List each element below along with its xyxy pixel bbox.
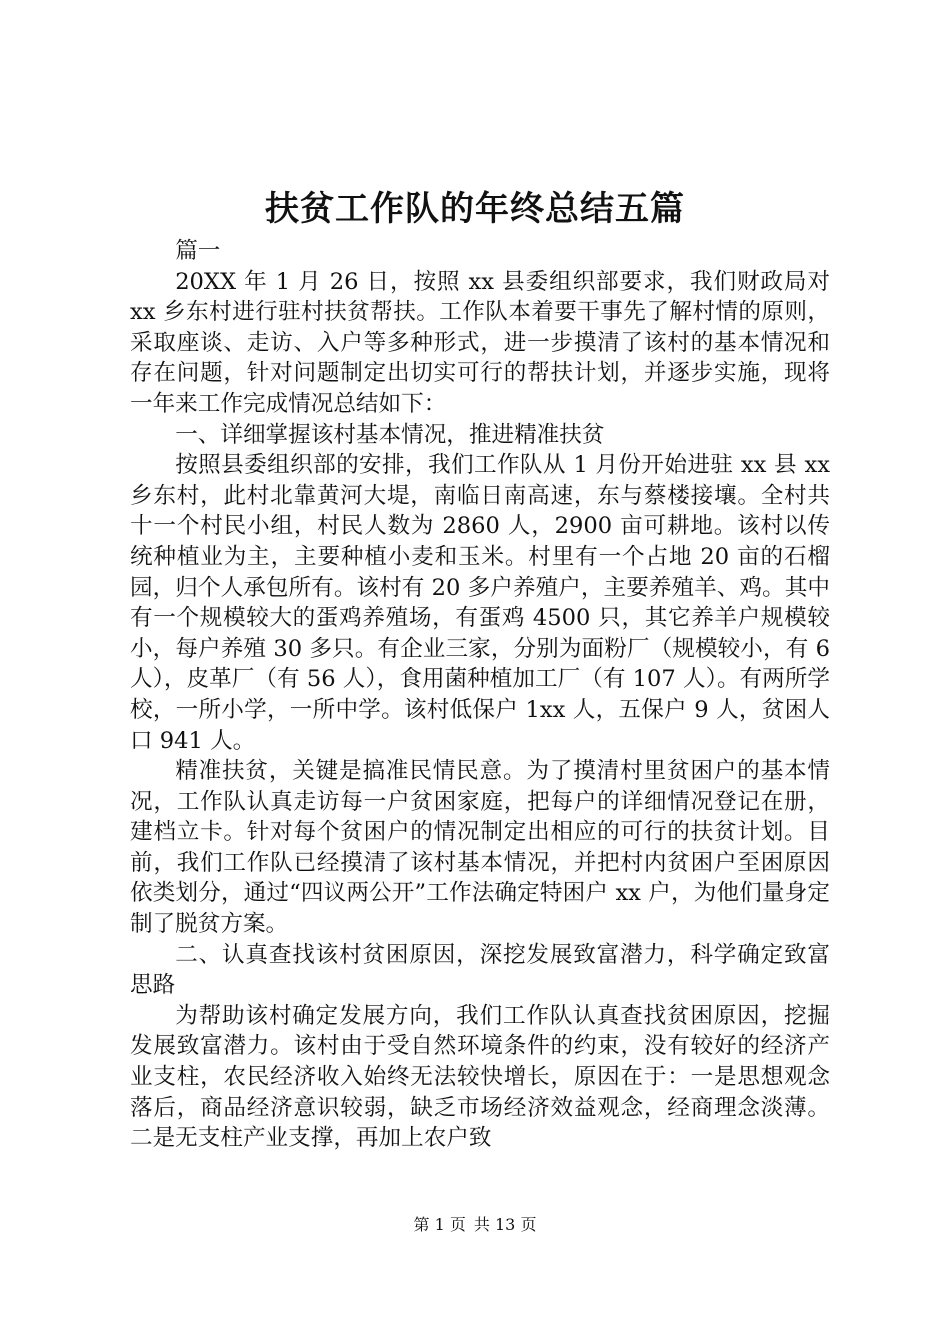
document-title: 扶贫工作队的年终总结五篇: [265, 189, 685, 229]
paragraph: 按照县委组织部的安排，我们工作队从 1 月份开始进驻 xx 县 xx 乡东村，此村北靠黄河大堤，南临日南高速，东与蔡楼接壤。全村共十一个村民小组，村民人数为 2860 人，2900 亩可耕地。该村以传统种植业为主，主要种植小麦和玉米。村里有一个占地 20 亩的石榴园，归个人承包所有。该村有 20 多户养殖户，主要养殖羊、鸡。其中有一个规模较大的蛋鸡养殖场，有蛋鸡 4500 只，其它养羊户规模较小，每户养殖 30 多只。有企业三家，分别为面粉厂（规模较小，有 6 人），皮革厂（有 56 人），食用菌种植加工厂（有 107 人）。有两所学校，一所小学，一所中学。该村低保户 1xx 人，五保户 9 人，贫困人口 941 人。: [130, 452, 830, 754]
page-total: 共 13 页: [473, 1215, 537, 1234]
page-number: 第 1 页: [413, 1215, 466, 1234]
paragraph: 20XX 年 1 月 26 日，按照 xx 县委组织部要求，我们财政局对 xx 乡东村进行驻村扶贫帮扶。工作队本着要干事先了解村情的原则，采取座谈、走访、入户等多种形式，进一步摸清了该村的基本情况和存在问题，针对问题制定出切实可行的帮扶计划，并逐步实施，现将一年来工作完成情况总结如下：: [130, 268, 830, 417]
page-footer: [0, 1213, 950, 1237]
section-label: 篇一: [175, 238, 221, 264]
section-heading: 二、认真查找该村贫困原因，深挖发展致富潜力，科学确定致富思路: [130, 941, 830, 999]
document-body: [130, 236, 830, 1154]
section-heading: 一、详细掌握该村基本情况，推进精准扶贫: [175, 421, 605, 448]
paragraph: 精准扶贫，关键是搞准民情民意。为了摸清村里贫困户的基本情况，工作队认真走访每一户贫困家庭，把每户的详细情况登记在册，建档立卡。针对每个贫困户的情况制定出相应的可行的扶贫计划。目前，我们工作队已经摸清了该村基本情况，并把村内贫困户至困原因依类划分，通过“四议两公开”工作法确定特困户 xx 户，为他们量身定制了脱贫方案。: [130, 758, 830, 938]
paragraph: 为帮助该村确定发展方向，我们工作队认真查找贫困原因，挖掘发展致富潜力。该村由于受自然环境条件的约束，没有较好的经济产业支柱，农民经济收入始终无法较快增长，原因在于：一是思想观念落后，商品经济意识较弱，缺乏市场经济效益观念，经商理念淡薄。二是无支柱产业支撑，再加上农户致: [130, 1002, 830, 1152]
